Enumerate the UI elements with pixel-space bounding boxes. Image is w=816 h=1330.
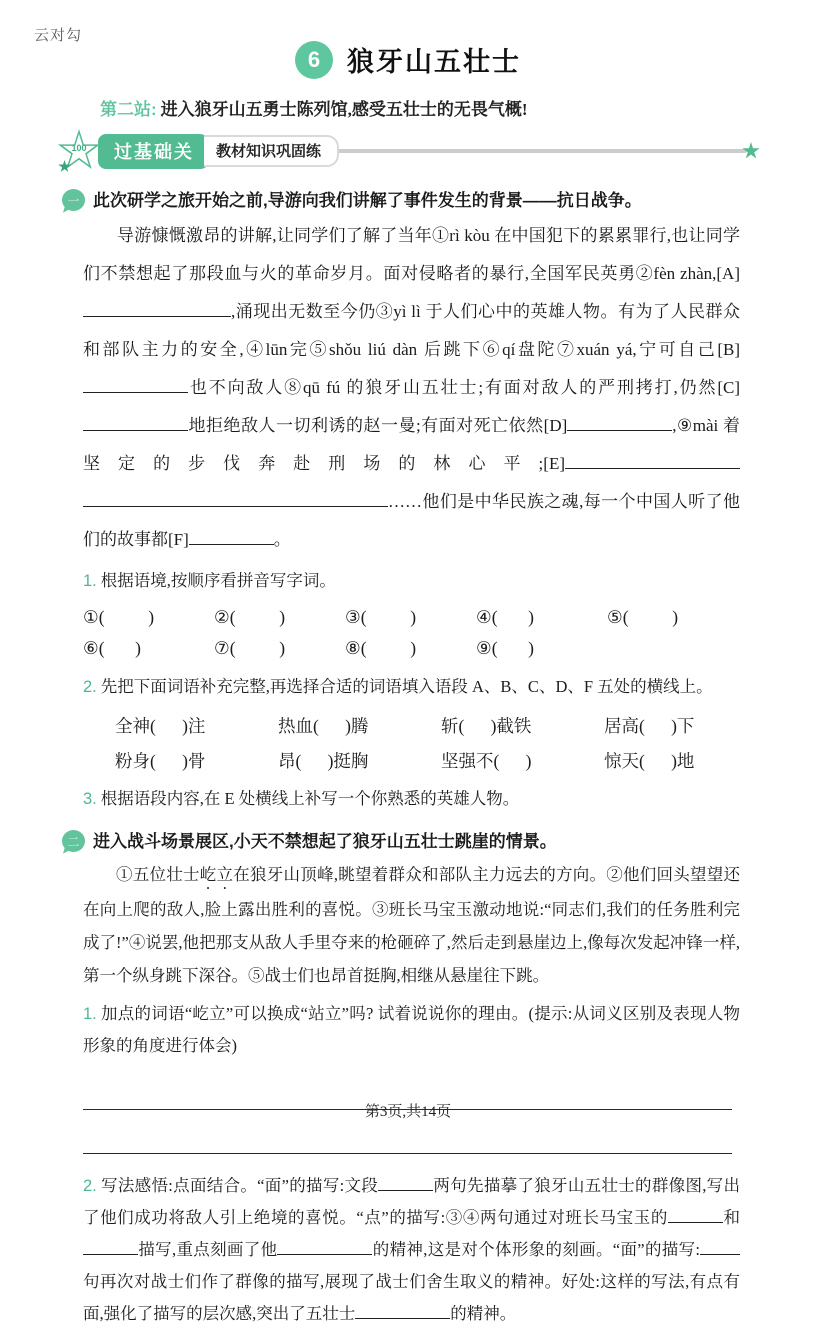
word-completion-row-2 [83, 748, 740, 773]
pinyin-answer-slot: ⑥( ) [83, 638, 141, 658]
text-run: 。 [273, 530, 291, 549]
question-number: 1. [83, 1005, 97, 1023]
text-run: 的精神。 [450, 1304, 517, 1323]
question-number: 2. [83, 1177, 97, 1195]
question-number: 1. [83, 572, 97, 590]
question-number: 2. [83, 678, 97, 696]
page-header [0, 0, 816, 79]
station-label: 第二站: [100, 100, 157, 119]
question-1-2 [83, 671, 740, 703]
text-run: ①五位壮士 [116, 865, 200, 884]
section-banner [56, 128, 760, 174]
text-run: ……他们是中华民族之魂,每一个中国人听了他们的故事都[F] [83, 492, 740, 549]
station-text: 进入狼牙山五勇士陈列馆,感受五壮士的无畏气概! [160, 100, 528, 119]
pinyin-answer-slot: ⑤( ) [607, 607, 679, 627]
question-1-1 [83, 565, 740, 597]
fill-in-blank [277, 1238, 372, 1255]
fill-in-blank [565, 452, 740, 469]
fill-in-blank [378, 1174, 433, 1191]
section-2-marker: 二 [62, 830, 85, 852]
pinyin-answer-slot: ⑧( ) [345, 638, 417, 658]
word-completion-item: 坚强不( ) [441, 751, 532, 771]
question-text: 加点的词语“屹立”可以换成“站立”吗? 试着说说你的理由。(提示:从词义区别及表现人物形象的角度进行体会) [83, 1004, 740, 1055]
fill-in-blank [700, 1238, 740, 1255]
banner-title: 过基础关 [98, 134, 210, 169]
text-run: 也不向敌人⑧qū fú 的狼牙山五壮士;有面对敌人的严刑拷打,仍然[C] [188, 378, 740, 397]
section-2-title: 进入战斗场景展区,小天不禁想起了狼牙山五壮士跳崖的情景。 [93, 832, 557, 851]
fill-in-blank [567, 414, 672, 431]
watermark: 云对勾 [34, 27, 83, 44]
fill-in-blank [83, 300, 173, 317]
word-completion-item: 全神( )注 [115, 716, 206, 736]
text-run: 描写,重点刻画了他 [138, 1240, 278, 1259]
question-text [83, 1176, 740, 1323]
pinyin-answer-slot: ①( ) [83, 607, 155, 627]
pinyin-slots-row-1 [83, 607, 740, 628]
text-run: 句再次对战士们作了群像的描写,展现了战士们舍生取义的精神。好处:这样的写法,有点有面,强化了描写的层次感,突出了五壮士 [83, 1272, 740, 1323]
question-1-3 [83, 783, 740, 815]
text-run: 写法感悟:点面结合。“面”的描写:文段 [100, 1176, 379, 1195]
fill-in-blank [83, 490, 388, 507]
word-completion-item: 居高( )下 [604, 716, 695, 736]
context-paragraph [83, 217, 740, 559]
word-completion-item: 热血( )腾 [278, 716, 369, 736]
pinyin-answer-slot: ⑨( ) [476, 638, 534, 658]
word-completion-row-1 [83, 713, 740, 738]
word-completion-item: 斩( )截铁 [441, 716, 532, 736]
section-1-title: 此次研学之旅开始之前,导游向我们讲解了事件发生的背景——抗日战争。 [93, 191, 642, 210]
question-2-2 [83, 1170, 740, 1330]
question-text: 先把下面词语补充完整,再选择合适的词语填入语段 A、B、C、D、F 五处的横线上。 [100, 677, 713, 696]
reading-passage [83, 858, 740, 992]
lesson-number-icon: 6 [295, 41, 333, 79]
text-run: 地拒绝敌人一切利诱的赵一曼;有面对死亡依然[D] [188, 416, 568, 435]
emphasized-word: 屹立 [199, 865, 234, 884]
pinyin-slots-row-2 [83, 638, 740, 659]
divider-bar [335, 149, 747, 153]
fill-in-blank [83, 1238, 138, 1255]
section-1-header [62, 188, 816, 213]
page-number: 第3页,共14页 [364, 1104, 452, 1120]
question-number: 3. [83, 790, 97, 808]
text-run: ,涌现出无数至今仍③yì lì 于人们心中的英雄人物。有为了人民群众和部队主力的安全,④lūn完⑤shǒu liú dàn 后跳下⑥qí盘陀⑦xuán yá,宁可自己[B] [83, 302, 740, 359]
pinyin-answer-slot: ②( ) [214, 607, 286, 627]
question-text: 根据语境,按顺序看拼音写字词。 [100, 571, 336, 590]
station-line [100, 95, 816, 120]
pinyin-answer-slot: ⑦( ) [214, 638, 286, 658]
fill-in-blank [668, 1206, 723, 1223]
text-run: 的精神,这是对个体形象的刻画。“面”的描写: [372, 1240, 701, 1259]
question-text: 根据语段内容,在 E 处横线上补写一个你熟悉的英雄人物。 [100, 789, 520, 808]
section-1-content [83, 217, 740, 815]
section-2-content [83, 858, 740, 1330]
fill-in-blank [173, 300, 231, 317]
banner-subtitle: 教材知识巩固练 [204, 135, 339, 167]
fill-in-blank [83, 414, 188, 431]
section-2-header [62, 829, 816, 854]
section-1-marker: 一 [62, 189, 85, 211]
question-2-1 [83, 998, 740, 1062]
text-run: 和 [722, 1208, 741, 1227]
word-completion-item: 昂( )挺胸 [278, 751, 369, 771]
page-title: 狼牙山五壮士 [347, 47, 521, 77]
text-run: ,⑨mài 着坚定的步伐奔赴刑场的林心平;[E] [83, 416, 741, 473]
text-run: 两句先描摹了狼牙山五壮士的群像图,写出了他们成功将敌人引上绝境的喜悦。“点”的描写:③④两句通过对班长马宝玉的 [83, 1176, 740, 1227]
pinyin-answer-slot: ③( ) [345, 607, 417, 627]
text-run: 在狼牙山顶峰,眺望着群众和部队主力远去的方向。②他们回头望望还在向上爬的敌人,脸上露出胜利的喜悦。③班长马宝玉激动地说:“同志们,我们的任务胜利完成了!”④说罢,他把那支从敌人手里夺来的枪砸碎了,然后走到悬崖边上,像每次发起冲锋一样,第一个纵身跳下深谷。⑤战士们也昂首挺胸,相继从悬崖往下跳。 [83, 865, 741, 985]
word-completion-item: 惊天( )地 [604, 751, 695, 771]
word-completion-item: 粉身( )骨 [115, 751, 206, 771]
fill-in-blank [83, 376, 188, 393]
badge-score: 100 [71, 143, 87, 153]
text-run: 导游慷慨激昂的讲解,让同学们了解了当年①rì kòu 在中国犯下的累累罪行,也让同学们不禁想起了那段血与火的革命岁月。面对侵略者的暴行,全国军民英勇②fèn zhàn,[A] [83, 226, 740, 283]
pinyin-answer-slot: ④( ) [476, 607, 534, 627]
fill-in-blank [355, 1302, 450, 1319]
score-star-icon [56, 128, 102, 174]
fill-in-blank [189, 528, 274, 545]
